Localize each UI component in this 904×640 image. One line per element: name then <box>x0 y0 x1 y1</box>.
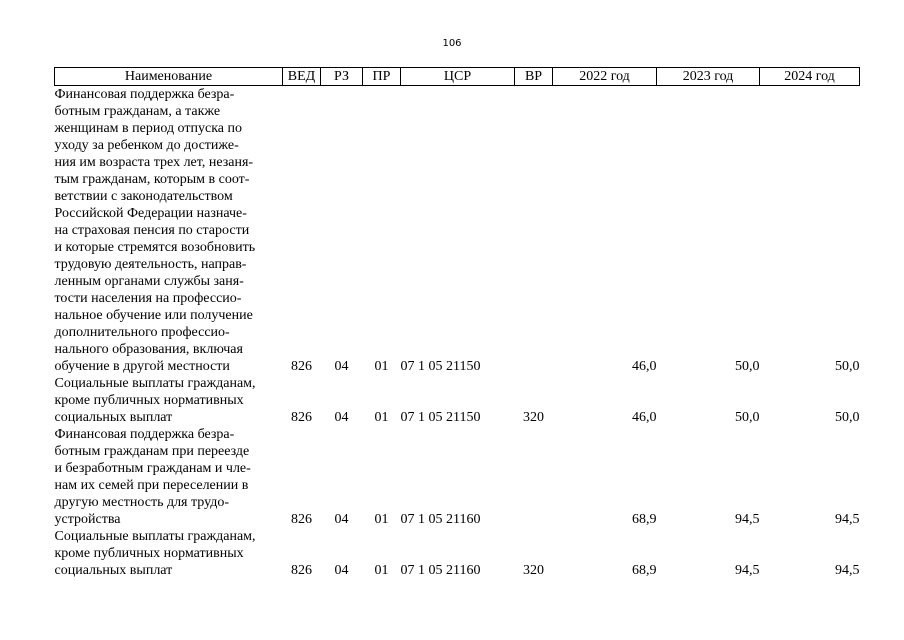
header-rz: РЗ <box>321 68 363 86</box>
name-line: Социальные выплаты гражданам, <box>54 529 256 544</box>
header-2024: 2024 год <box>760 68 860 86</box>
name-line: женщинам в период отпуска по <box>54 121 242 136</box>
name-line: ветствии с законодательством <box>54 189 233 204</box>
cell-2023: 94,5 <box>735 512 760 527</box>
header-row <box>55 68 860 86</box>
cell-ved: 826 <box>291 563 312 578</box>
table-row <box>55 375 860 426</box>
cell-name <box>55 426 283 528</box>
name-line: кроме публичных нормативных <box>54 393 244 408</box>
header-name: Наименование <box>55 68 283 86</box>
name-line: ботным гражданам при переезде <box>54 444 250 459</box>
name-line: социальных выплат <box>54 410 173 425</box>
cell-2024: 50,0 <box>835 359 860 374</box>
name-line: Российской Федерации назначе- <box>54 206 247 221</box>
name-line: нальное обучение или получение <box>54 308 253 323</box>
name-line: социальных выплат <box>54 563 173 578</box>
cell-pr: 01 <box>374 410 389 425</box>
name-line: тым гражданам, которым в соот- <box>54 172 250 187</box>
header-pr: ПР <box>363 68 401 86</box>
cell-2024: 50,0 <box>835 410 860 425</box>
cell-csr: 07 1 05 21160 <box>400 512 481 527</box>
name-line: кроме публичных нормативных <box>54 546 244 561</box>
cell-2023: 50,0 <box>735 359 760 374</box>
cell-vr <box>515 86 553 376</box>
cell-ved: 826 <box>291 410 312 425</box>
cell-2023: 50,0 <box>735 410 760 425</box>
table-body <box>55 86 860 580</box>
name-line: на страховая пенсия по старости <box>54 223 250 238</box>
budget-table <box>54 67 860 579</box>
name-line: обучение в другой местности <box>54 359 230 374</box>
name-line: и которые стремятся возобновить <box>54 240 256 255</box>
cell-rz: 04 <box>334 512 349 527</box>
cell-pr: 01 <box>374 512 389 527</box>
cell-name <box>55 528 283 579</box>
cell-vr <box>515 426 553 528</box>
cell-2024: 94,5 <box>835 563 860 578</box>
cell-2022: 68,9 <box>632 563 657 578</box>
table-header <box>55 68 860 86</box>
header-vr: ВР <box>515 68 553 86</box>
cell-name <box>55 375 283 426</box>
table-row <box>55 528 860 579</box>
name-line: Социальные выплаты гражданам, <box>54 376 256 391</box>
table-row <box>55 86 860 376</box>
cell-2022: 46,0 <box>632 410 657 425</box>
cell-pr: 01 <box>374 563 389 578</box>
name-line: уходу за ребенком до достиже- <box>54 138 239 153</box>
name-line: тости населения на профессио- <box>54 291 242 306</box>
cell-pr: 01 <box>374 359 389 374</box>
name-line: другую местность для трудо- <box>54 495 230 510</box>
header-2023: 2023 год <box>657 68 760 86</box>
cell-ved: 826 <box>291 512 312 527</box>
header-csr: ЦСР <box>401 68 515 86</box>
page-number: 106 <box>442 38 462 49</box>
cell-csr: 07 1 05 21150 <box>400 410 481 425</box>
name-line: и безработным гражданам и чле- <box>54 461 251 476</box>
name-line: ния им возраста трех лет, незаня- <box>54 155 254 170</box>
name-line: дополнительного профессио- <box>54 325 230 340</box>
cell-rz: 04 <box>334 410 349 425</box>
cell-rz: 04 <box>334 359 349 374</box>
cell-2022: 68,9 <box>632 512 657 527</box>
table-row <box>55 426 860 528</box>
name-line: трудовую деятельность, направ- <box>54 257 247 272</box>
cell-csr: 07 1 05 21150 <box>400 359 481 374</box>
cell-vr: 320 <box>523 410 544 425</box>
cell-vr: 320 <box>523 563 544 578</box>
cell-csr: 07 1 05 21160 <box>400 563 481 578</box>
name-line: нального образования, включая <box>54 342 243 357</box>
header-ved: ВЕД <box>283 68 321 86</box>
cell-ved: 826 <box>291 359 312 374</box>
name-line: ленным органами службы заня- <box>54 274 244 289</box>
name-line: устройства <box>54 512 121 527</box>
cell-name <box>55 86 283 376</box>
name-line: Финансовая поддержка безра- <box>54 427 235 442</box>
cell-2024: 94,5 <box>835 512 860 527</box>
cell-rz: 04 <box>334 563 349 578</box>
name-line: нам их семей при переселении в <box>54 478 249 493</box>
cell-2023: 94,5 <box>735 563 760 578</box>
name-line: ботным гражданам, а также <box>54 104 221 119</box>
name-line: Финансовая поддержка безра- <box>54 87 235 102</box>
header-2022: 2022 год <box>553 68 657 86</box>
cell-2022: 46,0 <box>632 359 657 374</box>
